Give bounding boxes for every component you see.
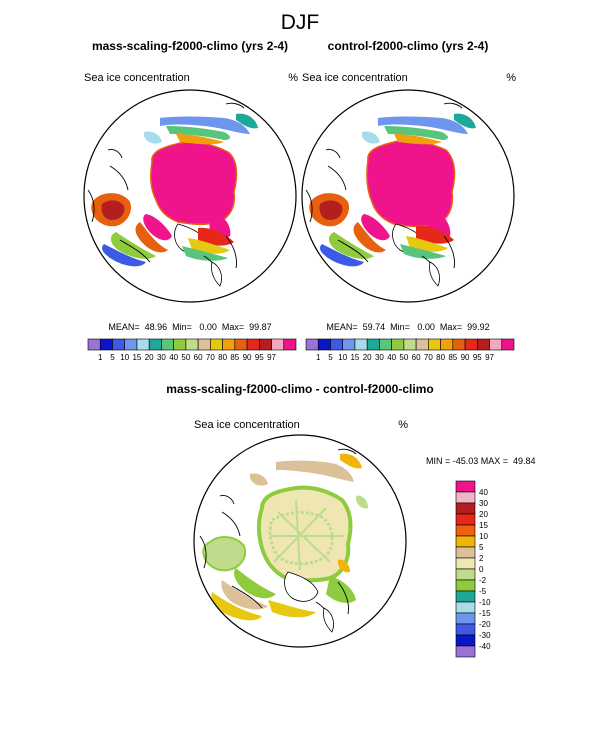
colorbar-tick-label: 20 bbox=[362, 353, 372, 362]
colorbar-swatch bbox=[490, 339, 502, 350]
colorbar-tick-label: 0 bbox=[479, 565, 484, 574]
colorbar-swatch bbox=[125, 339, 137, 350]
colorbar-tick-label: 15 bbox=[132, 353, 142, 362]
colorbar-tick-label: 15 bbox=[350, 353, 360, 362]
colorbar-tick-label: 80 bbox=[218, 353, 228, 362]
colorbar-swatch bbox=[441, 339, 453, 350]
colorbar-swatch bbox=[198, 339, 210, 350]
colorbar-swatch bbox=[161, 339, 173, 350]
colorbar-swatch bbox=[456, 624, 475, 635]
colorbar-tick-label: 95 bbox=[472, 353, 482, 362]
map-right bbox=[302, 90, 514, 302]
colorbar-swatch bbox=[330, 339, 342, 350]
panel-diff-stats: MIN = -45.03 MAX = 49.84 bbox=[426, 456, 536, 466]
colorbar-tick-label: 90 bbox=[460, 353, 470, 362]
colorbar-tick-label: 97 bbox=[267, 353, 276, 362]
colorbar-tick-label: 5 bbox=[479, 543, 484, 552]
panel-right-title: control-f2000-climo (yrs 2-4) bbox=[327, 39, 489, 53]
colorbar-swatch bbox=[306, 339, 318, 350]
map-diff bbox=[194, 435, 406, 647]
colorbar-tick-label: 30 bbox=[479, 499, 488, 508]
colorbar-swatch bbox=[367, 339, 379, 350]
colorbar-tick-label: 10 bbox=[479, 532, 488, 541]
colorbar-tick-label: 10 bbox=[338, 353, 348, 362]
panel-diff-units: % bbox=[398, 419, 408, 431]
colorbar-swatch bbox=[416, 339, 428, 350]
colorbar-swatch bbox=[247, 339, 259, 350]
colorbar-swatch bbox=[404, 339, 416, 350]
colorbar-swatch bbox=[456, 569, 475, 580]
colorbar-swatch bbox=[456, 503, 475, 514]
colorbar-tick-label: -5 bbox=[479, 587, 487, 596]
panel-left-units: % bbox=[288, 72, 298, 84]
colorbar-swatch bbox=[456, 635, 475, 646]
colorbar-swatch bbox=[149, 339, 161, 350]
panel-right-variable: Sea ice concentration bbox=[302, 72, 408, 84]
colorbar-tick-label: 90 bbox=[242, 353, 252, 362]
colorbar-tick-label: -40 bbox=[479, 642, 491, 651]
panel-diff-variable: Sea ice concentration bbox=[194, 419, 300, 431]
colorbar-tick-label: -10 bbox=[479, 598, 491, 607]
colorbar-swatch bbox=[456, 547, 475, 558]
colorbar-swatch bbox=[137, 339, 149, 350]
colorbar-tick-label: 50 bbox=[399, 353, 409, 362]
panel-left-title: mass-scaling-f2000-climo (yrs 2-4) bbox=[91, 39, 289, 53]
colorbar-tick-label: 40 bbox=[169, 353, 179, 362]
colorbar-swatch bbox=[392, 339, 404, 350]
colorbar-swatch bbox=[318, 339, 330, 350]
colorbar-swatch bbox=[453, 339, 465, 350]
colorbar-swatch bbox=[456, 481, 475, 492]
colorbar-swatch bbox=[100, 339, 112, 350]
colorbar-swatch bbox=[284, 339, 296, 350]
colorbar-swatch bbox=[259, 339, 271, 350]
colorbar-swatch bbox=[456, 525, 475, 536]
colorbar-left bbox=[88, 339, 296, 362]
colorbar-tick-label: 5 bbox=[328, 353, 333, 362]
panel-left-variable: Sea ice concentration bbox=[84, 72, 190, 84]
colorbar-swatch bbox=[223, 339, 235, 350]
panel-diff bbox=[166, 382, 535, 657]
season-title: DJF bbox=[280, 11, 320, 34]
panel-left bbox=[84, 39, 298, 362]
colorbar-tick-label: 30 bbox=[156, 353, 166, 362]
colorbar-swatch bbox=[235, 339, 247, 350]
colorbar-swatch bbox=[272, 339, 284, 350]
colorbar-swatch bbox=[112, 339, 124, 350]
colorbar-swatch bbox=[456, 514, 475, 525]
colorbar-tick-label: 20 bbox=[144, 353, 154, 362]
colorbar-swatch bbox=[210, 339, 222, 350]
colorbar-swatch bbox=[465, 339, 477, 350]
colorbar-tick-label: 85 bbox=[448, 353, 458, 362]
colorbar-swatch bbox=[477, 339, 489, 350]
colorbar-swatch bbox=[174, 339, 186, 350]
panel-right bbox=[302, 39, 516, 362]
colorbar-tick-label: 10 bbox=[120, 353, 130, 362]
colorbar-tick-label: 70 bbox=[423, 353, 433, 362]
colorbar-tick-label: 85 bbox=[230, 353, 240, 362]
colorbar-swatch bbox=[456, 492, 475, 503]
colorbar-tick-label: 95 bbox=[254, 353, 264, 362]
colorbar-tick-label: 1 bbox=[316, 353, 321, 362]
colorbar-tick-label: 1 bbox=[98, 353, 103, 362]
colorbar-tick-label: 60 bbox=[411, 353, 421, 362]
colorbar-tick-label: 70 bbox=[205, 353, 215, 362]
colorbar-swatch bbox=[186, 339, 198, 350]
colorbar-tick-label: -30 bbox=[479, 631, 491, 640]
colorbar-tick-label: 5 bbox=[110, 353, 115, 362]
colorbar-swatch bbox=[456, 646, 475, 657]
panel-right-units: % bbox=[506, 72, 516, 84]
colorbar-tick-label: 2 bbox=[479, 554, 484, 563]
map-left bbox=[84, 90, 296, 302]
colorbar-right bbox=[306, 339, 514, 362]
colorbar-diff bbox=[456, 481, 491, 657]
colorbar-tick-label: 30 bbox=[374, 353, 384, 362]
colorbar-swatch bbox=[428, 339, 440, 350]
ice-pack-right bbox=[367, 140, 455, 226]
panel-right-stats: MEAN= 59.74 Min= 0.00 Max= 99.92 bbox=[326, 322, 490, 332]
colorbar-swatch bbox=[379, 339, 391, 350]
colorbar-tick-label: 60 bbox=[193, 353, 203, 362]
colorbar-tick-label: 80 bbox=[436, 353, 446, 362]
colorbar-swatch bbox=[456, 602, 475, 613]
colorbar-swatch bbox=[502, 339, 514, 350]
colorbar-tick-label: 50 bbox=[181, 353, 191, 362]
colorbar-tick-label: 40 bbox=[387, 353, 397, 362]
colorbar-swatch bbox=[456, 580, 475, 591]
panel-diff-title: mass-scaling-f2000-climo - control-f2000-climo bbox=[166, 382, 434, 396]
colorbar-tick-label: -2 bbox=[479, 576, 487, 585]
colorbar-swatch bbox=[88, 339, 100, 350]
colorbar-swatch bbox=[456, 613, 475, 624]
colorbar-tick-label: -15 bbox=[479, 609, 491, 618]
colorbar-swatch bbox=[343, 339, 355, 350]
colorbar-swatch bbox=[456, 536, 475, 547]
colorbar-tick-label: 97 bbox=[485, 353, 494, 362]
colorbar-tick-label: 15 bbox=[479, 521, 488, 530]
ice-pack-left bbox=[151, 142, 237, 224]
colorbar-tick-label: -20 bbox=[479, 620, 491, 629]
colorbar-tick-label: 40 bbox=[479, 488, 488, 497]
colorbar-swatch bbox=[355, 339, 367, 350]
panel-left-stats: MEAN= 48.96 Min= 0.00 Max= 99.87 bbox=[108, 322, 272, 332]
colorbar-swatch bbox=[456, 591, 475, 602]
colorbar-swatch bbox=[456, 558, 475, 569]
colorbar-tick-label: 20 bbox=[479, 510, 488, 519]
